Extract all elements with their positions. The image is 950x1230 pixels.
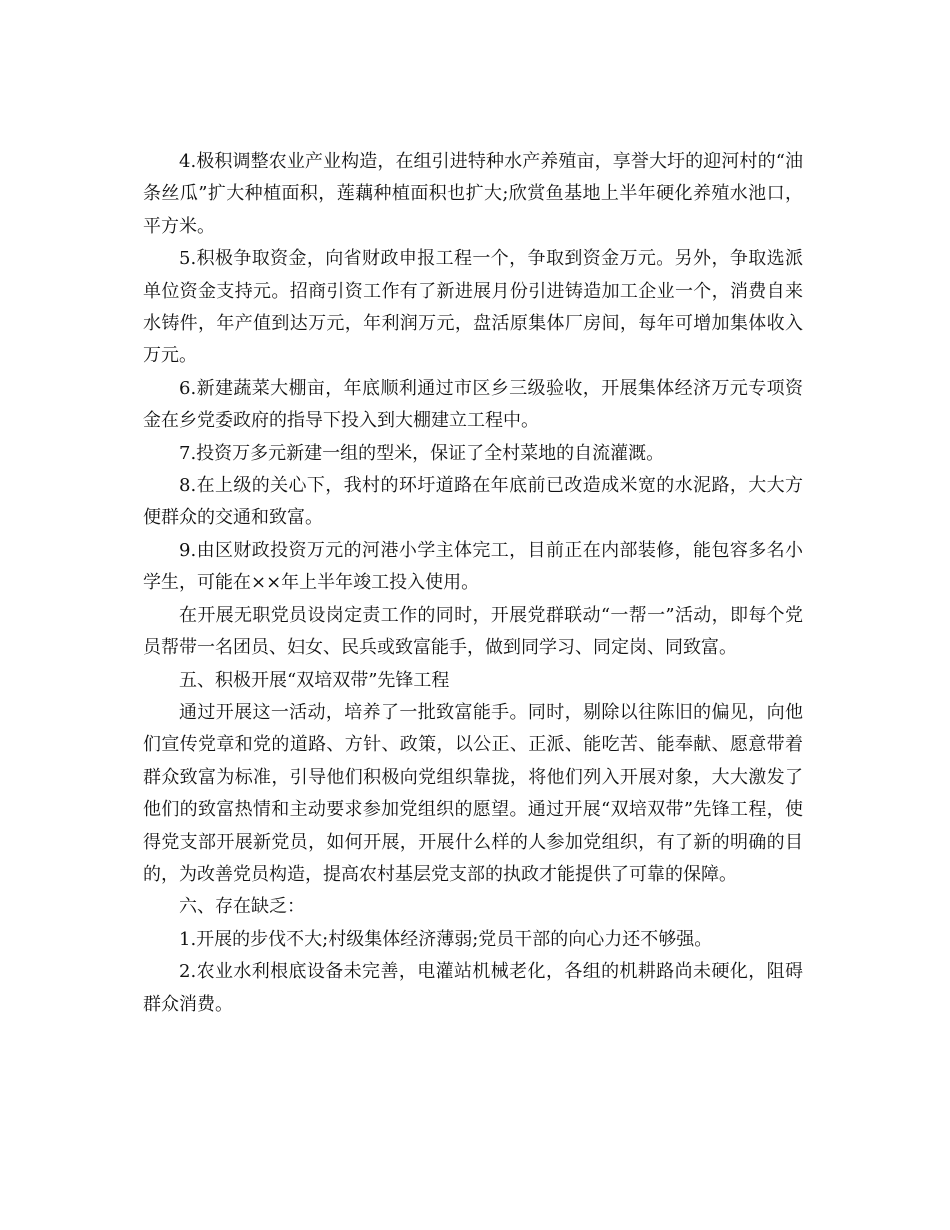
paragraph-item-9: 9.由区财政投资万元的河港小学主体完工，目前正在内部装修，能包容多名小学生，可能在××年上半年竣工投入使用。 (143, 539, 803, 594)
paragraph-item-6: 6.新建蔬菜大棚亩，年底顺利通过市区乡三级验收，开展集体经济万元专项资金在乡党委政府的指导下投入到大棚建立工程中。 (143, 377, 803, 432)
paragraph-item-5: 5.积极争取资金，向省财政申报工程一个，争取到资金万元。另外，争取选派单位资金支持元。招商引资工作有了新进展月份引进铸造加工企业一个，消费自来水铸件，年产值到达万元，年利润万元，盘活原集体厂房间，每年可增加集体收入万元。 (143, 248, 803, 367)
paragraph-item-4: 4.极积调整农业产业构造，在组引进特种水产养殖亩，享誉大圩的迎河村的“油条丝瓜”扩大种植面积，莲藕种植面积也扩大;欣赏鱼基地上半年硬化养殖水池口，平方米。 (143, 151, 803, 237)
section-heading-six: 六、存在缺乏： (179, 896, 305, 918)
paragraph-item-7: 7.投资万多元新建一组的型米，保证了全村菜地的自流灌溉。 (179, 442, 665, 464)
shortcoming-item-2: 2.农业水利根底设备未完善，电灌站机械老化，各组的机耕路尚未硬化，阻碍群众消费。 (143, 961, 803, 1015)
shortcoming-item-1: 1.开展的步伐不大;村级集体经济薄弱;党员干部的向心力还不够强。 (179, 928, 713, 950)
paragraph-double-cultivation: 通过开展这一活动，培养了一批致富能手。同时，剔除以往陈旧的偏见，向他们宣传党章和党的道路、方针、政策，以公正、正派、能吃苦、能奉献、愿意带着群众致富为标准，引导他们积极向党组织靠拢，将他们列入开展对象，大大激发了他们的致富热情和主动要求参加党组织的愿望。通过开展“双培双带”先锋工程，使得党支部开展新党员，如何开展，开展什么样的人参加党组织，有了新的明确的目的，为改善党员构造，提高农村基层党支部的执政才能提供了可靠的保障。 (143, 701, 803, 885)
paragraph-item-8: 8.在上级的关心下，我村的环圩道路在年底前已改造成米宽的水泥路，大大方便群众的交通和致富。 (143, 475, 803, 529)
section-heading-five: 五、积极开展“双培双带”先锋工程 (179, 669, 450, 691)
paragraph-party-mass-linkage: 在开展无职党员设岗定责工作的同时，开展党群联动“一帮一”活动，即每个党员帮带一名团员、妇女、民兵或致富能手，做到同学习、同定岗、同致富。 (143, 604, 803, 659)
document-body (143, 146, 803, 1021)
